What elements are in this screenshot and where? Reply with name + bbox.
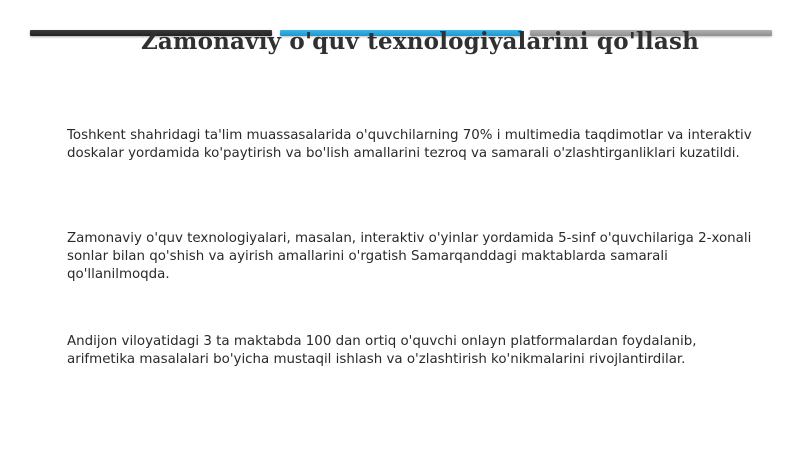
paragraph-andijan: Andijon viloyatidagi 3 ta maktabda 100 dan ortiq o'quvchi onlayn platformalardan foydalanib, arifmetika masalalari bo'yicha mustaqil ishlash va o'zlashtirish ko'nikmalarini rivojlantirdilar. xyxy=(67,334,697,367)
slide-title: Zamonaviy o'quv texnologiyalarini qo'llash xyxy=(140,28,700,55)
paragraph-samarkand: Zamonaviy o'quv texnologiyalari, masalan, interaktiv o'yinlar yordamida 5-sinf o'quvchilariga 2-xonali sonlar bilan qo'shish va ayirish amallarini o'rgatish Samarqanddagi maktablarda samarali qo'llanilmoqda. xyxy=(67,231,752,282)
paragraph-tashkent: Toshkent shahridagi ta'lim muassasalarida o'quvchilarning 70% i multimedia taqdimotlar va interaktiv doskalar yordamida ko'paytirish va bo'lish amallarini tezroq va samarali o'zlashtirganliklari kuzatildi. xyxy=(67,128,752,161)
